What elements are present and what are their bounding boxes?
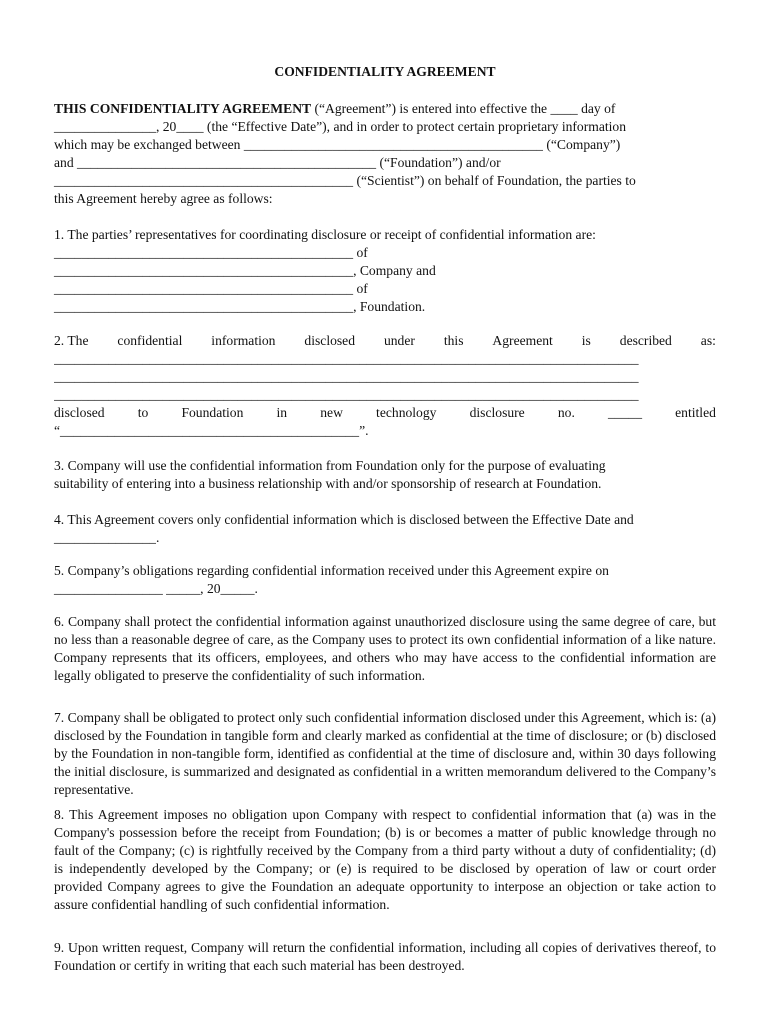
section-5-line-1: 5. Company’s obligations regarding confidential information received under this Agreement expire on	[54, 563, 609, 578]
document-title: CONFIDENTIALITY AGREEMENT	[274, 64, 496, 79]
s2-word: disclosure	[469, 405, 525, 420]
s2-blank-line-1: ______________________________________________________________________________________	[54, 351, 639, 366]
s2-blank-line-2: ______________________________________________________________________________________	[54, 369, 639, 384]
s2-word: described	[619, 333, 672, 348]
s2-word: disclosed	[54, 405, 105, 420]
s5-blank-a: ________________	[54, 581, 167, 596]
section-2-last-line: “____________________________________________”.	[54, 423, 369, 438]
section-1-line-4: ____________________________________________ of	[54, 281, 368, 296]
s2-word: no.	[557, 405, 575, 420]
s2-word: 2. The	[54, 333, 89, 348]
section-7: 7. Company shall be obligated to protect only such confidential information disclosed under this Agreement, which is: (a) disclosed by the Foundation in tangible form and clearly marked as confidential at the time of disclosure; or (b) disclosed by the Foundation in non-tangible form, identified as confidential at the time of disclosure and, within 30 days following the initial disclosure, is summarized and designated as confidential in a written memorandum delivered to the Company’s representative.	[54, 710, 716, 797]
section-3	[54, 457, 716, 493]
s2-word: confidential	[117, 333, 183, 348]
s5-blank-d: _____	[220, 581, 255, 596]
section-1-line-1: 1. The parties’ representatives for coordinating disclosure or receipt of confidential information are:	[54, 227, 596, 242]
section-4-line-1: 4. This Agreement covers only confidential information which is disclosed between the Effective Date and	[54, 512, 634, 527]
intro-line-2: _______________, 20____ (the “Effective Date”), and in order to protect certain proprietary information	[54, 119, 627, 134]
section-8: 8. This Agreement imposes no obligation upon Company with respect to confidential information that (a) was in the Company's possession before the receipt from Foundation; (b) is or becomes a matter of public knowledge through no fault of the Company; (c) is rightfully received by the Company from a third party without a duty of confidentiality; (d) is independently developed by the Company; or (e) is required to be disclosed by operation of law or court order provided Company agrees to give the Foundation an adequate opportunity to interpose an objection or take action to assure confidential handling of such confidential information.	[54, 807, 716, 912]
intro-line-1	[54, 100, 716, 118]
s5-blank-b: _____	[166, 581, 201, 596]
section-4-line-2: _______________.	[54, 530, 160, 545]
intro-line-3: which may be exchanged between ____________________________________________ (“Company”)	[54, 137, 621, 152]
s2-word: Foundation	[181, 405, 244, 420]
s2-word: disclosed	[304, 333, 356, 348]
s2-word: as:	[700, 333, 716, 348]
section-1-line-5: ____________________________________________, Foundation.	[54, 299, 426, 314]
s2-word: in	[276, 405, 288, 420]
s2-word: entitled	[675, 405, 716, 420]
s2-disclosure-number-blank: _____	[608, 405, 642, 420]
s2-word: new	[320, 405, 343, 420]
section-2	[54, 332, 716, 440]
section-3-line-1: 3. Company will use the confidential information from Foundation only for the purpose of evaluating	[54, 458, 606, 473]
s2-word: information	[211, 333, 276, 348]
section-1	[54, 226, 716, 316]
s2-word: technology	[376, 405, 437, 420]
s2-word: is	[581, 333, 591, 348]
intro-line-5: ____________________________________________ (“Scientist”) on behalf of Foundation, the parties to	[54, 173, 636, 188]
section-6: 6. Company shall protect the confidential information against unauthorized disclosure using the same degree of care, but no less than a reasonable degree of care, as the Company uses to protect its own confidential information of a like nature. Company represents that its officers, employees, and others who may have access to the confidential information are legally obligated to preserve the confidentiality of such information.	[54, 614, 716, 683]
section-2-line-5	[54, 404, 716, 422]
intro-line-6: this Agreement hereby agree as follows:	[54, 191, 273, 206]
section-2-line-1	[54, 332, 716, 350]
section-3-line-2: suitability of entering into a business relationship with and/or sponsorship of research at Foundation.	[54, 476, 602, 491]
s2-blank-line-3: ______________________________________________________________________________________	[54, 387, 639, 402]
section-1-line-3: ____________________________________________, Company and	[54, 263, 436, 278]
section-9: 9. Upon written request, Company will return the confidential information, including all copies of derivatives thereof, to Foundation or certify in writing that each such material has been destroyed.	[54, 940, 716, 973]
s2-word: this	[443, 333, 464, 348]
intro-bold-title: THIS CONFIDENTIALITY AGREEMENT	[54, 101, 312, 116]
intro-line-1-rest: (“Agreement”) is entered into effective the ____ day of	[311, 101, 616, 116]
section-5	[54, 562, 716, 598]
s5-year-prefix: , 20	[200, 581, 221, 596]
s2-word: under	[383, 333, 415, 348]
section-1-line-2: ____________________________________________ of	[54, 245, 368, 260]
s5-period: .	[254, 581, 258, 596]
intro-line-4: and ____________________________________________ (“Foundation”) and/or	[54, 155, 501, 170]
intro-paragraph	[54, 100, 716, 208]
section-5-line-2	[54, 580, 716, 598]
section-4	[54, 511, 716, 547]
s2-word: to	[137, 405, 149, 420]
s2-word: Agreement	[492, 333, 553, 348]
